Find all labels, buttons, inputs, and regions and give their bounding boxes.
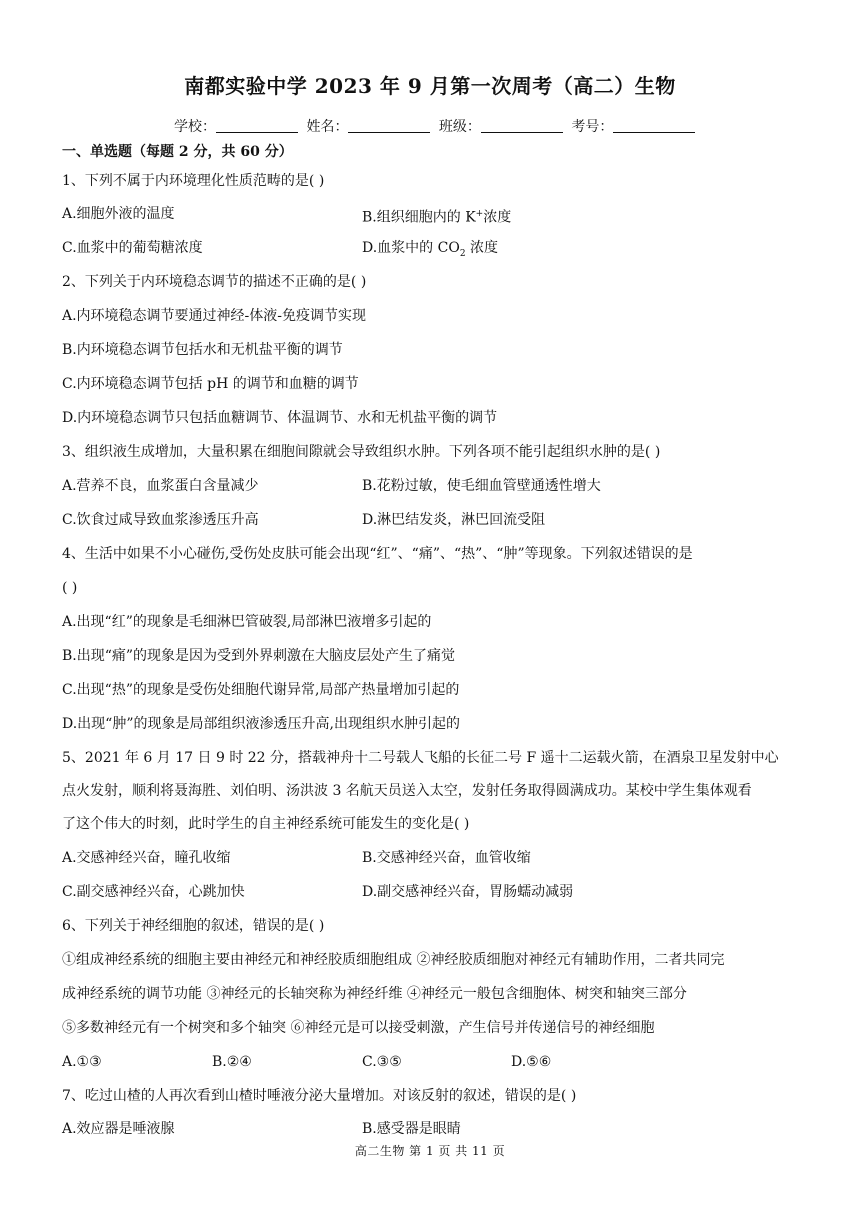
name-label: 姓名： [306,119,349,135]
page-footer: 高二生物 第 1 页 共 11 页 [354,1144,506,1158]
question-5-stem-line-2: 点火发射，顺利将聂海胜、刘伯明、汤洪波 3 名航天员送入太空，发射任务取得圆满成功。某校中学生集体观看 [62,783,752,799]
class-blank [481,118,563,133]
question-3-option-c: C.饮食过咸导致血浆渗透压升高 [62,512,259,528]
question-6-statement-line-3: ⑤多数神经元有一个树突和多个轴突 ⑥神经元是可以接受刺激，产生信号并传递信号的神经细胞 [62,1020,655,1036]
question-3-option-a: A.营养不良，血浆蛋白含量减少 [62,478,259,494]
question-4-option-b: B.出现“痛”的现象是因为受到外界刺激在大脑皮层处产生了痛觉 [62,648,456,664]
question-2-option-b: B.内环境稳态调节包括水和无机盐平衡的调节 [62,342,343,358]
question-1-stem: 1、下列不属于内环境理化性质范畴的是( ) [62,173,325,189]
question-6-option-b: B.②④ [212,1054,252,1070]
question-5-option-d: D.副交感神经兴奋，胃肠蠕动减弱 [362,884,574,900]
exam-title: 南都实验中学 2023 年 9 月第一次周考（高二）生物 [184,74,676,98]
question-4-stem-line-1: 4、生活中如果不小心碰伤,受伤处皮肤可能会出现“红”、“痛”、“热”、“肿”等现象。下列叙述错误的是 [62,546,693,562]
question-1-option-c: C.血浆中的葡萄糖浓度 [62,240,203,256]
question-5-option-b: B.交感神经兴奋，血管收缩 [362,850,531,866]
question-2-option-c: C.内环境稳态调节包括 pH 的调节和血糖的调节 [62,376,359,392]
question-7-stem: 7、吃过山楂的人再次看到山楂时唾液分泌大量增加。对该反射的叙述，错误的是( ) [62,1088,577,1104]
question-7-option-a: A.效应器是唾液腺 [62,1121,175,1137]
question-4-option-a: A.出现“红”的现象是毛细淋巴管破裂,局部淋巴液增多引起的 [62,614,432,630]
name-blank [348,118,430,133]
question-4-option-c: C.出现“热”的现象是受伤处细胞代谢异常,局部产热量增加引起的 [62,682,460,698]
question-6-stem: 6、下列关于神经细胞的叙述，错误的是( ) [62,918,325,934]
class-label: 班级： [438,119,481,135]
question-4-stem-line-2: ( ) [62,580,78,596]
question-3-stem: 3、组织液生成增加，大量积累在细胞间隙就会导致组织水肿。下列各项不能引起组织水肿的是( ) [62,444,661,460]
student-info-line [174,116,699,136]
question-6-statement-line-1: ①组成神经系统的细胞主要由神经元和神经胶质细胞组成 ②神经胶质细胞对神经元有辅助作用，二者共同完 [62,952,725,968]
question-6-option-a: A.①③ [62,1054,102,1070]
question-5-stem-line-1: 5、2021 年 6 月 17 日 9 时 22 分，搭载神舟十二号载人飞船的长征二号 F 遥十二运载火箭，在酒泉卫星发射中心 [62,750,779,766]
question-6-option-d: D.⑤⑥ [511,1054,552,1070]
question-2-option-d: D.内环境稳态调节只包括血糖调节、体温调节、水和无机盐平衡的调节 [62,410,498,426]
question-7-option-b: B.感受器是眼睛 [362,1121,461,1137]
question-2-option-a: A.内环境稳态调节要通过神经-体液-免疫调节实现 [62,308,367,324]
question-1-option-b: B.组织细胞内的 K+浓度 [362,209,512,226]
question-1-option-a: A.细胞外液的温度 [62,206,175,222]
question-5-option-c: C.副交感神经兴奋，心跳加快 [62,884,245,900]
question-2-stem: 2、下列关于内环境稳态调节的描述不正确的是( ) [62,274,367,290]
question-3-option-b: B.花粉过敏，使毛细血管壁通透性增大 [362,478,601,494]
exam-number-blank [613,118,695,133]
question-6-option-c: C.③⑤ [362,1054,402,1070]
question-6-statement-line-2: 成神经系统的调节功能 ③神经元的长轴突称为神经纤维 ④神经元一般包含细胞体、树突和轴突三部分 [62,986,687,1002]
school-blank [216,118,298,133]
question-4-option-d: D.出现“肿”的现象是局部组织液渗透压升高,出现组织水肿引起的 [62,716,460,732]
question-3-option-d: D.淋巴结发炎，淋巴回流受阻 [362,512,546,528]
question-1-option-d: D.血浆中的 $CO_2$ 浓度 [362,240,499,259]
exam-number-label: 考号： [571,119,614,135]
question-5-stem-line-3: 了这个伟大的时刻，此时学生的自主神经系统可能发生的变化是( ) [62,816,470,832]
question-5-option-a: A.交感神经兴奋，瞳孔收缩 [62,850,231,866]
section-heading: 一、单选题（每题 2 分，共 60 分） [62,144,293,160]
school-label: 学校： [174,119,216,135]
